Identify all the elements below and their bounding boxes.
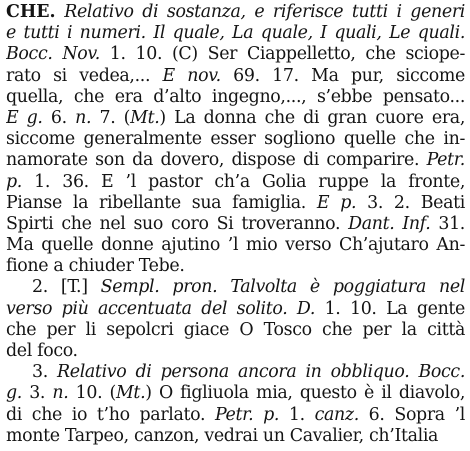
text-line <box>6 44 465 65</box>
italic-run: Petr. p. <box>214 404 280 425</box>
text-run: monte Tarpeo, canzon, vedrai un Cavalier, ch’Italia <box>6 425 439 446</box>
text-line <box>6 383 465 404</box>
italic-run: Relativo di sostanza, e riferisce tutti i generi <box>64 2 465 22</box>
text-run: 7. ( <box>91 107 131 128</box>
text-line <box>6 235 465 256</box>
text-run: del foco. <box>6 341 78 361</box>
text-line <box>6 362 465 383</box>
text-run: Pianse la ribellante sua famiglia. <box>6 192 317 213</box>
italic-run: E p. <box>316 192 357 213</box>
text-line <box>6 320 465 341</box>
italic-run: e tutti i numeri. Il quale, La quale, I quali, Le quali. <box>6 23 465 44</box>
text-run: di che io t’ho parlato. <box>6 404 215 425</box>
section-number: 3. <box>32 362 58 383</box>
italic-run: Dant. Inf. <box>348 213 431 234</box>
text-run: che per li sepolcri giace O Tosco che per la città <box>6 319 465 340</box>
entry-text <box>6 2 465 447</box>
text-run: Ma quelle donne ajutino ’l mio verso Ch’ajutaro An- <box>6 235 465 256</box>
text-run: ) O figliuola mia, questo è il diavolo, <box>145 383 465 404</box>
italic-run: Mt. <box>130 107 160 128</box>
text-run: 1. 10. (C) Ser Ciappelletto, che sciope- <box>99 44 465 65</box>
text-line <box>6 108 465 129</box>
text-run: 1. 10. La gente <box>315 298 465 319</box>
text-run: fione a chiuder Tebe. <box>6 256 185 277</box>
text-line <box>6 299 465 320</box>
text-run: namorate son da dovero, dispose di comparire. <box>6 150 427 171</box>
italic-run: Petr. <box>426 150 465 171</box>
text-line <box>6 150 465 171</box>
text-line <box>6 214 465 235</box>
text-run: 1. <box>279 404 315 425</box>
italic-run: Sempl. pron. Talvolta è poggiatura nel <box>100 277 465 298</box>
italic-run: verso più accentuata del solito. D. <box>6 298 316 319</box>
italic-run: g. <box>6 383 22 404</box>
italic-run: canz. <box>314 404 359 425</box>
text-run <box>56 2 65 22</box>
text-line <box>6 87 465 108</box>
italic-run: E nov. <box>162 65 221 86</box>
text-line <box>6 193 465 214</box>
text-run: 3. 2. Beati <box>356 192 465 213</box>
text-run: quella, che era d’alto ingegno,..., s’ebbe pensato... <box>6 86 465 107</box>
text-line <box>6 405 465 426</box>
text-line <box>6 256 465 277</box>
text-run: 10. ( <box>68 383 116 404</box>
text-line <box>6 426 465 447</box>
text-line <box>6 23 465 44</box>
text-line <box>6 129 465 150</box>
text-line <box>6 172 465 193</box>
section-number: 2. [T.] <box>32 277 101 298</box>
text-run: siccome generalmente esser sogliono quelle che in- <box>6 129 465 150</box>
italic-run: p. <box>6 171 22 192</box>
text-line <box>6 2 465 23</box>
italic-run: E g. <box>6 107 43 128</box>
text-line <box>6 66 465 87</box>
text-run: rato si vedea,... <box>6 65 163 86</box>
italic-run: n. <box>75 107 92 128</box>
text-run: 1. 36. E ’l pastor ch’a Golia ruppe la fronte, <box>21 171 465 192</box>
italic-run: Bocc. Nov. <box>6 44 100 65</box>
text-line <box>6 277 465 298</box>
text-run: Spirti che nel suo coro Si troveranno. <box>6 213 349 234</box>
text-run: 31. <box>430 213 465 234</box>
text-run: 6. Sopra ’l <box>358 404 465 425</box>
text-run: 69. 17. Ma pur, siccome <box>220 65 465 86</box>
italic-run: Relativo di persona ancora in obbliquo. Bocc. <box>57 362 465 383</box>
text-run: 3. <box>21 383 53 404</box>
italic-run: Mt. <box>115 383 146 404</box>
text-run: ) La donna che di gran cuore era, <box>159 107 465 128</box>
headword: CHE. <box>6 2 56 22</box>
italic-run: n. <box>52 383 69 404</box>
text-line <box>6 341 465 362</box>
text-run: 6. <box>42 107 76 128</box>
